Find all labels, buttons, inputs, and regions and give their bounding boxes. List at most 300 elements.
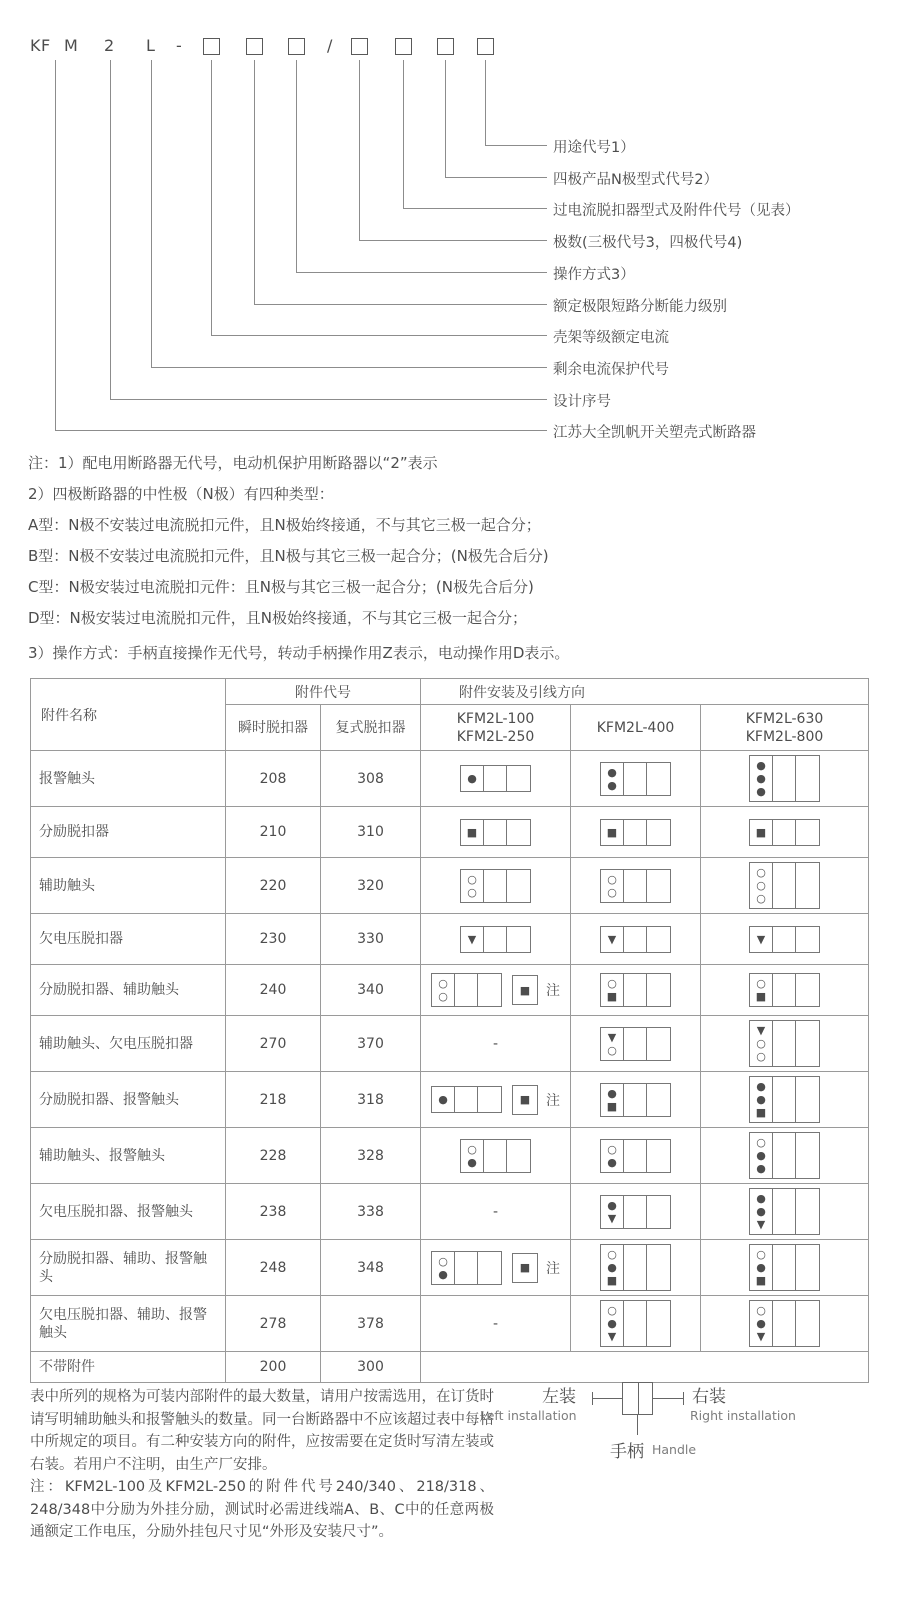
install-cell: [571, 1296, 701, 1352]
square-symbol: ■: [755, 1274, 767, 1287]
square-symbol: ■: [755, 1106, 767, 1119]
callout-label: 操作方式3）: [553, 267, 635, 283]
accessory-position-box: [600, 1244, 671, 1291]
install-diagram: [423, 1135, 568, 1177]
accessory-name-cell: 欠电压脱扣器、报警触头: [31, 1184, 226, 1240]
install-cell: [701, 1016, 869, 1072]
install-cell: [571, 1072, 701, 1128]
dot-symbol: ●: [607, 1198, 617, 1212]
instant-release-code-cell: 228: [226, 1128, 321, 1184]
tri-symbol: ▼: [467, 932, 477, 946]
model-code-box: [246, 38, 263, 55]
position-compartment: [647, 1140, 670, 1172]
circle-symbol: ○: [607, 1142, 617, 1156]
circle-symbol: ○: [756, 879, 766, 892]
accessory-position-box: [600, 1027, 671, 1061]
right-end-tick: [683, 1392, 684, 1405]
tri-symbol: ▼: [607, 932, 617, 946]
install-diagram: [573, 1300, 698, 1347]
dot-symbol: ●: [607, 1317, 617, 1330]
position-compartment: [773, 820, 796, 845]
position-compartment: [507, 927, 530, 952]
accessory-position-box: [749, 1188, 820, 1235]
no-option-dash: -: [492, 1035, 499, 1052]
position-compartment: [796, 820, 819, 845]
instant-release-code-cell: 230: [226, 914, 321, 965]
dot-symbol: ●: [756, 1317, 766, 1330]
position-compartment: [624, 927, 647, 952]
position-compartment: [773, 927, 796, 952]
instant-release-code-cell: 248: [226, 1240, 321, 1296]
accessory-position-box: [460, 819, 531, 846]
install-empty-cell: [421, 1352, 869, 1383]
position-compartment: [601, 820, 624, 845]
table-row: [31, 1296, 869, 1352]
install-diagram: [423, 1303, 568, 1345]
install-cell: [421, 807, 571, 858]
notes-section: [28, 448, 569, 669]
note-line: 3）操作方式：手柄直接操作无代号，转动手柄操作用Z表示，电动操作用D表示。: [28, 644, 570, 662]
position-compartment: [750, 1077, 773, 1122]
table-row: [31, 751, 869, 807]
accessory-name-cell: 辅助触头、报警触头: [31, 1128, 226, 1184]
callout-connector-vertical: [55, 60, 56, 430]
callout-connector-horizontal: [211, 335, 547, 336]
circle-symbol: ○: [607, 872, 617, 886]
position-compartment: [647, 1196, 670, 1228]
square-symbol: ■: [519, 1261, 531, 1274]
callout-connector-horizontal: [296, 272, 547, 273]
circle-symbol: ○: [756, 1037, 766, 1050]
install-cell: [571, 1016, 701, 1072]
frame-label-line: KFM2L-400: [596, 719, 675, 736]
position-compartment: [507, 820, 530, 845]
accessory-name-cell: 分励脱扣器、辅助、报警触头: [31, 1240, 226, 1296]
position-compartment: [601, 1196, 624, 1228]
accessory-position-box: [600, 869, 671, 903]
position-compartment: [796, 1133, 819, 1178]
instant-release-code-cell: 238: [226, 1184, 321, 1240]
callout-connector-horizontal: [445, 177, 547, 178]
compound-release-code-cell: 340: [321, 965, 421, 1016]
position-compartment: [796, 927, 819, 952]
install-diagram: [423, 1023, 568, 1065]
circle-symbol: ○: [756, 1248, 766, 1261]
position-compartment: [601, 1245, 624, 1290]
position-compartment: [750, 756, 773, 801]
accessory-position-box: [749, 1300, 820, 1347]
accessory-table-section: [30, 678, 868, 1383]
circle-symbol: ○: [438, 977, 448, 990]
position-compartment: [624, 820, 647, 845]
install-cell: [571, 858, 701, 914]
install-diagram: [423, 865, 568, 907]
position-compartment: [796, 863, 819, 908]
install-diagram: [703, 969, 866, 1011]
install-cell: [701, 1184, 869, 1240]
tri-symbol: ▼: [756, 1218, 766, 1231]
dot-symbol: ●: [756, 1149, 766, 1162]
callout-connector-vertical: [296, 60, 297, 272]
circle-symbol: ○: [607, 1304, 617, 1317]
circle-symbol: ○: [756, 892, 766, 905]
square-symbol: ■: [755, 825, 767, 839]
accessory-position-box: [749, 1076, 820, 1123]
table-row: [31, 1184, 869, 1240]
position-compartment: [796, 974, 819, 1006]
handle-label-en: Handle: [652, 1442, 697, 1457]
install-cell: [571, 751, 701, 807]
compound-release-code-cell: 338: [321, 1184, 421, 1240]
compound-release-code-cell: 318: [321, 1072, 421, 1128]
compound-release-code-cell: 320: [321, 858, 421, 914]
position-compartment: [432, 1087, 455, 1112]
position-compartment: [624, 1084, 647, 1116]
position-compartment: [647, 974, 670, 1006]
callout-label: 剩余电流保护代号: [553, 362, 669, 378]
install-cell: [571, 807, 701, 858]
accessory-name-cell: 辅助触头: [31, 858, 226, 914]
callout-connector-vertical: [403, 60, 404, 208]
callout-connector-horizontal: [110, 399, 547, 400]
position-compartment: [624, 1028, 647, 1060]
left-end-tick: [592, 1392, 593, 1405]
accessory-name-cell: 不带附件: [31, 1352, 226, 1383]
position-compartment: [484, 870, 507, 902]
table-row: [31, 1240, 869, 1296]
table-header-row-1: [31, 679, 869, 705]
circle-symbol: ○: [607, 885, 617, 899]
install-cell: [701, 1128, 869, 1184]
tri-symbol: ▼: [756, 1024, 766, 1037]
accessory-position-box: [749, 1020, 820, 1067]
install-diagram: [703, 1020, 866, 1067]
callout-connector-vertical: [359, 60, 360, 240]
callout-label: 额定极限短路分断能力级别: [553, 299, 727, 315]
model-char: -: [176, 36, 183, 55]
callout-label: 用途代号1）: [553, 140, 635, 156]
install-diagram: [703, 755, 866, 802]
instant-release-code-cell: 278: [226, 1296, 321, 1352]
compound-release-code-cell: 310: [321, 807, 421, 858]
callout-connector-vertical: [445, 60, 446, 177]
footer-note: 注：KFM2L-100及KFM2L-250的附件代号240/340、218/318、248/348中分励为外挂分励，测试时必需进线端A、B、C中的任意两极通额定工作电压，分励外挂包尺寸见“外形及安装尺寸”。: [30, 1479, 494, 1540]
install-cell: [701, 1240, 869, 1296]
header-instant-release: 瞬时脱扣器: [226, 705, 321, 751]
position-compartment: [601, 1140, 624, 1172]
install-cell: [701, 965, 869, 1016]
install-diagram: [573, 1191, 698, 1233]
install-cell: [421, 1016, 571, 1072]
position-compartment: [796, 1245, 819, 1290]
position-compartment: [624, 1196, 647, 1228]
callout-connector-horizontal: [55, 430, 547, 431]
model-code-box: [477, 38, 494, 55]
note-line: 注：1）配电用断路器无代号，电动机保护用断路器以“2”表示: [28, 454, 438, 472]
install-cell: [421, 1184, 571, 1240]
dot-symbol: ●: [438, 1093, 448, 1106]
right-install-label-en: Right installation: [690, 1408, 796, 1423]
position-compartment: [750, 1245, 773, 1290]
position-compartment: [773, 863, 796, 908]
position-compartment: [601, 1028, 624, 1060]
install-cell: [421, 858, 571, 914]
position-compartment: [647, 870, 670, 902]
header-accessory-name: 附件名称: [31, 679, 226, 751]
accessory-position-box: [749, 862, 820, 909]
install-diagram: [573, 1079, 698, 1121]
accessory-name-cell: 分励脱扣器: [31, 807, 226, 858]
square-symbol: ■: [606, 1099, 618, 1113]
model-char: KF: [30, 36, 51, 55]
position-compartment: [455, 1087, 478, 1112]
install-diagram: [423, 1191, 568, 1233]
install-cell: [701, 751, 869, 807]
tri-symbol: ▼: [607, 1211, 617, 1225]
left-install-label-cn: 左装: [542, 1387, 576, 1407]
position-compartment: [773, 1021, 796, 1066]
install-cell: [421, 751, 571, 807]
accessory-name-cell: 欠电压脱扣器、辅助、报警触头: [31, 1296, 226, 1352]
callout-connector-vertical: [151, 60, 152, 367]
callout-label: 设计序号: [553, 394, 611, 410]
instant-release-code-cell: 208: [226, 751, 321, 807]
position-compartment: [796, 756, 819, 801]
accessory-position-box: [749, 926, 820, 953]
position-compartment: [773, 1245, 796, 1290]
model-code-box: [437, 38, 454, 55]
install-cell: [421, 1072, 571, 1128]
position-compartment: [432, 974, 455, 1006]
external-accessory-box: [512, 975, 538, 1005]
model-char: /: [327, 36, 333, 55]
circle-symbol: ○: [756, 1136, 766, 1149]
circle-symbol: ○: [607, 977, 617, 990]
position-compartment: [773, 974, 796, 1006]
square-symbol: ■: [755, 990, 767, 1003]
position-compartment: [750, 974, 773, 1006]
note-line: 2）四极断路器的中性极（N极）有四种类型：: [28, 485, 334, 503]
circle-symbol: ○: [467, 872, 477, 886]
position-compartment: [478, 1087, 501, 1112]
circle-symbol: ○: [756, 977, 766, 990]
install-cell: [701, 1296, 869, 1352]
frame-label-line: KFM2L-800: [745, 728, 824, 745]
position-compartment: [796, 1077, 819, 1122]
install-diagram: [703, 1188, 866, 1235]
position-compartment: [484, 927, 507, 952]
header-frame-630-800: [701, 705, 869, 751]
installation-direction-diagram: [472, 1382, 892, 1477]
accessory-name-cell: 分励脱扣器、报警触头: [31, 1072, 226, 1128]
table-row: [31, 914, 869, 965]
position-compartment: [624, 974, 647, 1006]
accessory-position-box: [600, 1300, 671, 1347]
compound-release-code-cell: 308: [321, 751, 421, 807]
dot-symbol: ●: [756, 1261, 766, 1274]
accessory-position-box: [600, 819, 671, 846]
position-compartment: [647, 763, 670, 795]
square-symbol: ■: [606, 1274, 618, 1287]
install-diagram: [703, 1300, 866, 1347]
note-line: B型：N极不安装过电流脱扣元件，且N极与其它三极一起合分；(N极先合后分): [28, 547, 549, 565]
install-diagram: [573, 811, 698, 853]
install-cell: [571, 1184, 701, 1240]
install-cell: [421, 965, 571, 1016]
model-designation-diagram: [0, 0, 900, 448]
position-compartment: [484, 820, 507, 845]
dot-symbol: ●: [607, 1086, 617, 1100]
model-char: L: [146, 36, 156, 55]
install-diagram: [573, 865, 698, 907]
position-compartment: [461, 1140, 484, 1172]
position-compartment: [624, 1301, 647, 1346]
footer-paragraph: 表中所列的规格为可装内部附件的最大数量，请用户按需选用，在订货时请写明辅助触头和报警触头的数量。同一台断路器中不应该超过表中每格中所规定的项目。有二种安装方向的附件，应按需要在定货时写清左装或右装。若用户不注明，由生产厂安排。: [30, 1389, 494, 1473]
accessory-position-box: [600, 1139, 671, 1173]
accessory-position-box: [460, 1139, 531, 1173]
position-compartment: [647, 927, 670, 952]
position-compartment: [773, 756, 796, 801]
accessory-position-box: [600, 973, 671, 1007]
position-compartment: [750, 820, 773, 845]
position-compartment: [478, 974, 501, 1006]
handle-box: [622, 1382, 653, 1415]
position-compartment: [647, 820, 670, 845]
frame-label-line: KFM2L-250: [456, 728, 535, 745]
header-install-direction: 附件安装及引线方向: [421, 679, 869, 705]
position-compartment: [601, 1084, 624, 1116]
external-accessory-box: [512, 1253, 538, 1283]
position-compartment: [507, 870, 530, 902]
note-line: C型：N极安装过电流脱扣元件：且N极与其它三极一起合分；(N极先合后分): [28, 578, 534, 596]
accessory-position-box: [460, 765, 531, 792]
circle-symbol: ○: [438, 1254, 448, 1268]
external-note-label: 注: [546, 1092, 560, 1109]
position-compartment: [507, 766, 530, 791]
position-compartment: [647, 1028, 670, 1060]
install-cell: [701, 1072, 869, 1128]
position-compartment: [601, 974, 624, 1006]
tri-symbol: ▼: [607, 1030, 617, 1044]
dot-symbol: ●: [756, 1205, 766, 1218]
external-accessory-box: [512, 1085, 538, 1115]
accessory-position-box: [749, 1132, 820, 1179]
callout-label: 壳架等级额定电流: [553, 330, 669, 346]
handle-pointer-line: [637, 1415, 638, 1435]
position-compartment: [624, 763, 647, 795]
position-compartment: [624, 870, 647, 902]
install-diagram: [573, 758, 698, 800]
accessory-position-box: [749, 973, 820, 1007]
model-code-box: [203, 38, 220, 55]
install-cell: [421, 914, 571, 965]
tri-symbol: ▼: [607, 1330, 617, 1343]
install-diagram: [423, 918, 568, 960]
install-diagram: [423, 811, 568, 853]
table-row: [31, 1128, 869, 1184]
no-option-dash: -: [492, 1203, 499, 1220]
install-cell: [701, 807, 869, 858]
callout-connector-horizontal: [254, 304, 547, 305]
position-compartment: [647, 1084, 670, 1116]
accessory-position-box: [600, 1083, 671, 1117]
position-compartment: [750, 1189, 773, 1234]
square-symbol: ■: [606, 825, 618, 839]
dot-symbol: ●: [438, 1267, 448, 1281]
install-cell: [421, 1296, 571, 1352]
accessory-position-box: [600, 926, 671, 953]
dot-symbol: ●: [607, 778, 617, 792]
position-compartment: [796, 1301, 819, 1346]
model-char: M: [64, 36, 79, 55]
accessory-name-cell: 欠电压脱扣器: [31, 914, 226, 965]
note-line: D型：N极安装过电流脱扣元件，且N极始终接通，不与其它三极一起合分；: [28, 609, 527, 627]
circle-symbol: ○: [756, 866, 766, 879]
position-compartment: [750, 1133, 773, 1178]
dot-symbol: ●: [756, 1162, 766, 1175]
accessory-position-box: [460, 926, 531, 953]
callout-label: 江苏大全凯帆开关塑壳式断路器: [553, 425, 756, 441]
position-compartment: [773, 1189, 796, 1234]
dot-symbol: ●: [756, 1192, 766, 1205]
footer-text-section: [30, 1386, 494, 1544]
accessory-position-box: [749, 819, 820, 846]
accessory-position-box: [749, 755, 820, 802]
model-code-box: [351, 38, 368, 55]
accessory-name-cell: 报警触头: [31, 751, 226, 807]
dot-symbol: ●: [607, 1155, 617, 1169]
left-install-label-en: Left installation: [480, 1408, 577, 1423]
compound-release-code-cell: 330: [321, 914, 421, 965]
install-diagram: [703, 1076, 866, 1123]
table-row: [31, 807, 869, 858]
accessory-position-box: [600, 1195, 671, 1229]
position-compartment: [796, 1021, 819, 1066]
square-symbol: ■: [519, 1093, 531, 1106]
table-row: [31, 1352, 869, 1383]
callout-connector-horizontal: [359, 240, 547, 241]
instant-release-code-cell: 200: [226, 1352, 321, 1383]
install-diagram: [573, 1135, 698, 1177]
model-char: 2: [104, 36, 115, 55]
handle-label-cn: 手柄: [610, 1442, 644, 1462]
callout-connector-vertical: [110, 60, 111, 399]
install-diagram: [703, 862, 866, 909]
table-row: [31, 1016, 869, 1072]
instant-release-code-cell: 210: [226, 807, 321, 858]
position-compartment: [647, 1245, 670, 1290]
compound-release-code-cell: 348: [321, 1240, 421, 1296]
position-compartment: [461, 766, 484, 791]
accessory-position-box: [431, 1086, 502, 1113]
install-diagram: [423, 1247, 568, 1289]
model-code-box: [288, 38, 305, 55]
circle-symbol: ○: [607, 1043, 617, 1057]
accessory-name-cell: 辅助触头、欠电压脱扣器: [31, 1016, 226, 1072]
instant-release-code-cell: 240: [226, 965, 321, 1016]
position-compartment: [601, 763, 624, 795]
accessory-name-cell: 分励脱扣器、辅助触头: [31, 965, 226, 1016]
compound-release-code-cell: 378: [321, 1296, 421, 1352]
install-diagram: [423, 758, 568, 800]
compound-release-code-cell: 300: [321, 1352, 421, 1383]
position-compartment: [455, 1252, 478, 1284]
table-row: [31, 858, 869, 914]
install-diagram: [703, 811, 866, 853]
accessory-position-box: [600, 762, 671, 796]
dot-symbol: ●: [756, 1093, 766, 1106]
circle-symbol: ○: [607, 1248, 617, 1261]
